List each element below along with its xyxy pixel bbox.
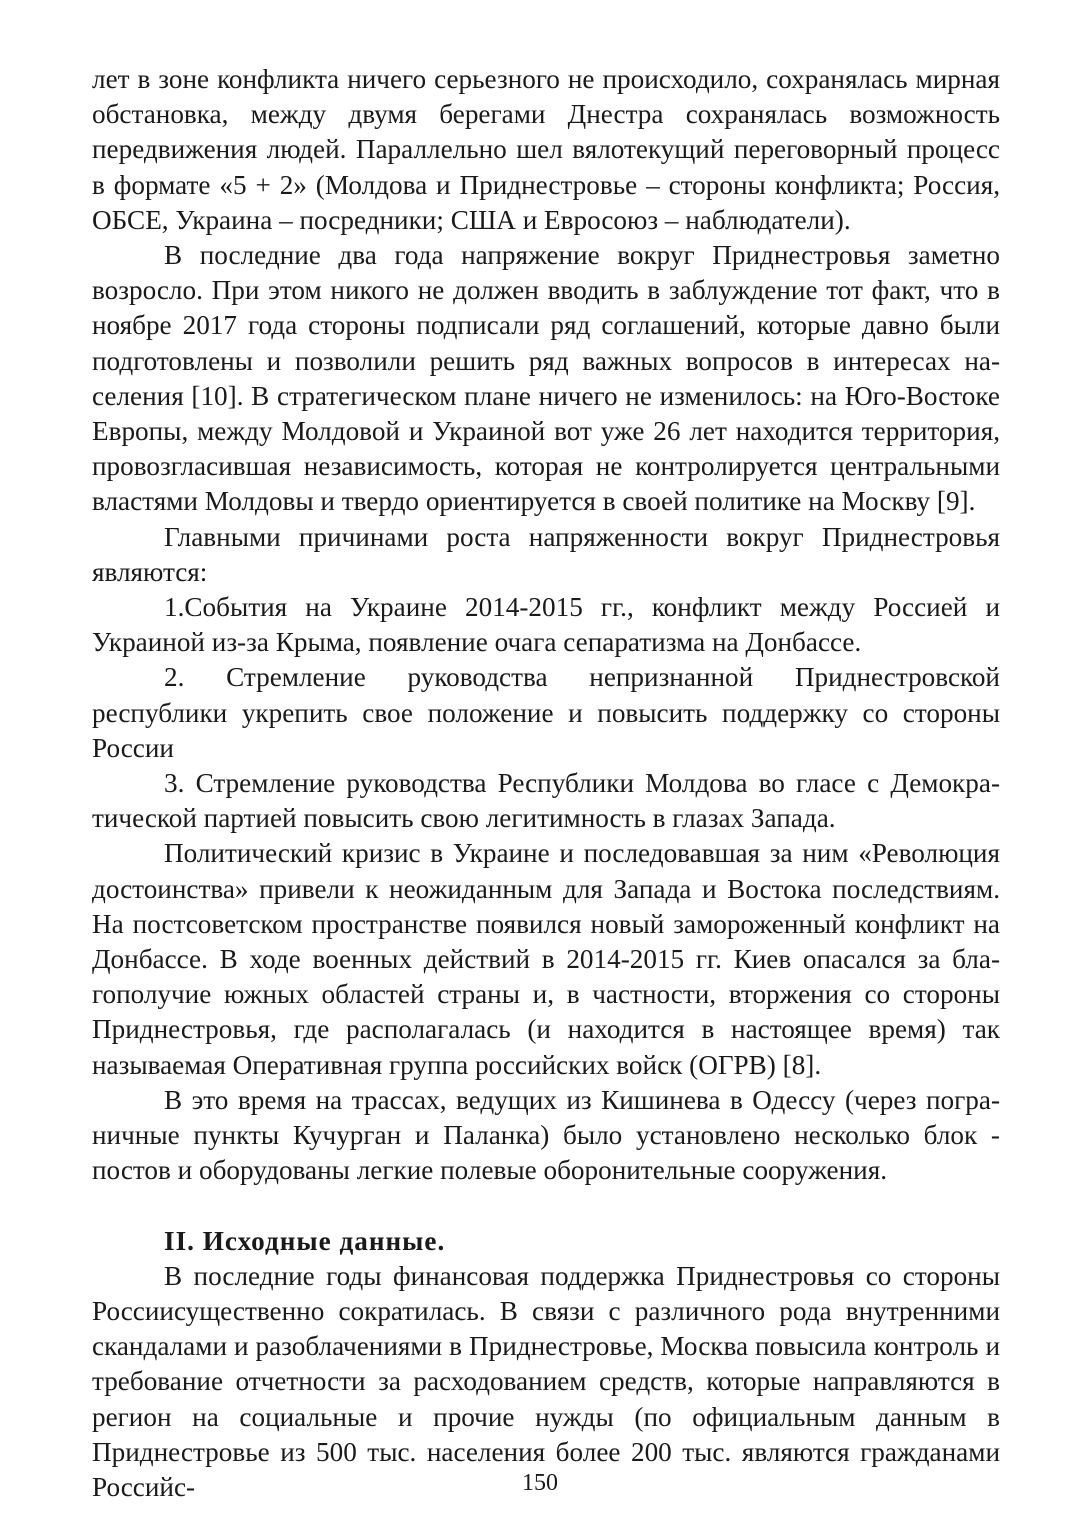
paragraph-crisis: Политический кризис в Украине и последовавшая за ним «Революция достоинства» привели к неожиданным для Запада и Востока последствиям. На постсоветском пространстве появился новый замороженный конфликт на Донбассе. В ходе военных действий в 2014-2015 гг. Киев опасался за благополучие южных областей страны и, в частности, вторжения со стороны Приднестровья, где располагалась (и находится в настоящее время) так называемая Оперативная группа российских войск (ОГРВ) [8].: [92, 838, 1000, 1080]
paragraph-checkpoints: В это время на трассах, ведущих из Кишинева в Одессу (через пограничные пункты Кучурган и Паланка) было установлено несколько блок - постов и оборудованы легкие полевые оборонительные сооружения.: [92, 1084, 1000, 1186]
paragraph-causes-intro: Главными причинами роста напряженности вокруг Приднестровья являются:: [92, 521, 1000, 587]
section-heading: II. Исходные данные.: [164, 1225, 446, 1256]
list-item-cause-1: 1.События на Украине 2014-2015 гг., конфликт между Россией и Украиной из-за Крыма, появление очага сепаратизма на Донбассе.: [92, 592, 1000, 658]
paragraph-continuation: лет в зоне конфликта ничего серьезного не происходило, сохранялась мирная обстановка, между двумя берегами Днестра сохранялась возможность передвижения людей. Параллельно шел вялотекущий переговорный процесс в формате «5 + 2» (Молдова и Приднестровье – стороны конфликта; Россия, ОБСЕ, Украина – посредники; США и Евросоюз – наблюдатели).: [92, 64, 1000, 235]
document-page: [92, 62, 1000, 1505]
paragraph-tension: В последние два года напряжение вокруг Приднестровья заметно возросло. При этом никого не должен вводить в заблуждение тот факт, что в ноябре 2017 года стороны подписали ряд соглашений, которые давно были подготовлены и позволили решить ряд важных вопросов в интересах населения [10]. В стратегическом плане ничего не изменилось: на Юго-Востоке Европы, между Молдовой и Украиной вот уже 26 лет находится территория, провозгласившая независимость, которая не контролируется центральными властями Молдовы и твердо ориентируется в своей политике на Москву [9].: [92, 240, 1000, 517]
page-number: 150: [522, 1470, 558, 1496]
paragraph-initial-data: В последние годы финансовая поддержка Приднестровья со стороны Россиисущественно сократилась. В связи с различного рода внутренними скандалами и разоблачениями в Приднестровье, Москва повысила контроль и требование отчетности за расходованием средств, которые направляются в регион на социальные и прочие нужды (по официальным данным в Приднестровье из 500 тыс. населения более 200 тыс. являются гражданами Российс-: [92, 1260, 1000, 1502]
list-item-cause-2: 2. Стремление руководства непризнанной Приднестровской республики укрепить свое положение и повысить поддержку со стороны России: [92, 662, 1000, 763]
list-item-cause-3: 3. Стремление руководства Республики Молдова во гласе с Демократической партией повысить свою легитимность в глазах Запада.: [92, 768, 1000, 834]
